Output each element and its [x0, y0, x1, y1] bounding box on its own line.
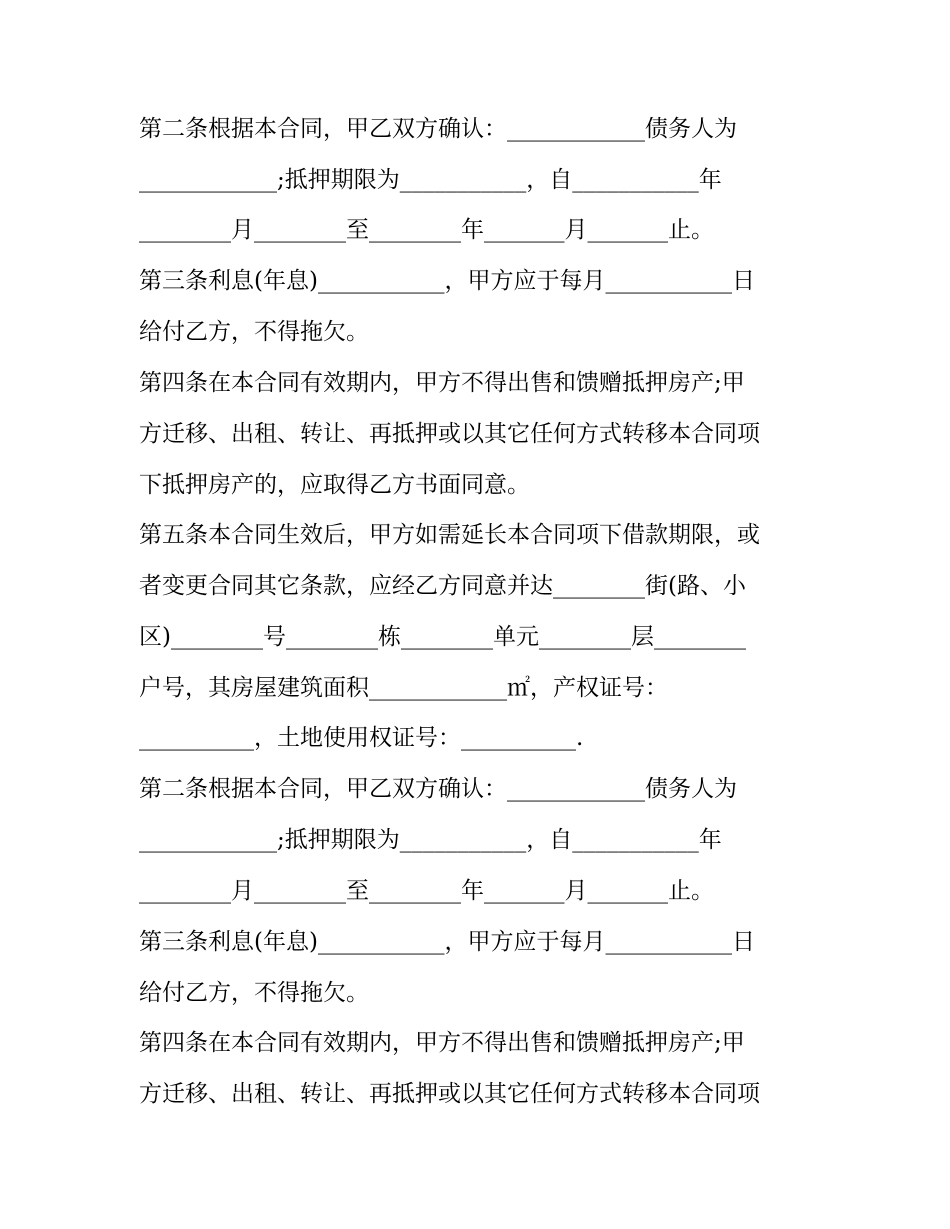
- text-line: ____________;抵押期限为___________，自___________年: [139, 167, 722, 193]
- text-line: 方迁移、出租、转让、再抵押或以其它任何方式转移本合同项: [139, 421, 760, 447]
- text-line: 第三条利息(年息)___________，甲方应于每月___________日: [139, 268, 755, 294]
- text-line: __________，土地使用权证号：__________.: [139, 725, 584, 751]
- text-line: 方迁移、出租、转让、再抵押或以其它任何方式转移本合同项: [139, 1081, 760, 1107]
- text-line: 给付乙方，不得拖欠。: [139, 319, 369, 345]
- text-line: 下抵押房产的，应取得乙方书面同意。: [139, 472, 530, 498]
- text-line: ________月________至________年_______月_______止。: [139, 217, 714, 243]
- text-line: 第五条本合同生效后，甲方如需延长本合同项下借款期限，或: [139, 522, 760, 548]
- text-line: ________月________至________年_______月_______止。: [139, 878, 714, 904]
- text-line: 第三条利息(年息)___________，甲方应于每月___________日: [139, 929, 755, 955]
- text-line: 第二条根据本合同，甲乙双方确认：____________债务人为: [139, 776, 737, 802]
- text-line: 户号，其房屋建筑面积____________㎡，产权证号：: [139, 675, 668, 701]
- text-line: 第四条在本合同有效期内，甲方不得出售和馈赠抵押房产;甲: [139, 1030, 745, 1056]
- text-line: 第二条根据本合同，甲乙双方确认：____________债务人为: [139, 116, 737, 142]
- text-line: ____________;抵押期限为___________，自___________年: [139, 827, 722, 853]
- text-line: 第四条在本合同有效期内，甲方不得出售和馈赠抵押房产;甲: [139, 370, 745, 396]
- text-line: 区)________号________栋________单元________层________: [139, 624, 746, 650]
- text-line: 给付乙方，不得拖欠。: [139, 980, 369, 1006]
- text-line: 者变更合同其它条款，应经乙方同意并达________街(路、小: [139, 573, 746, 599]
